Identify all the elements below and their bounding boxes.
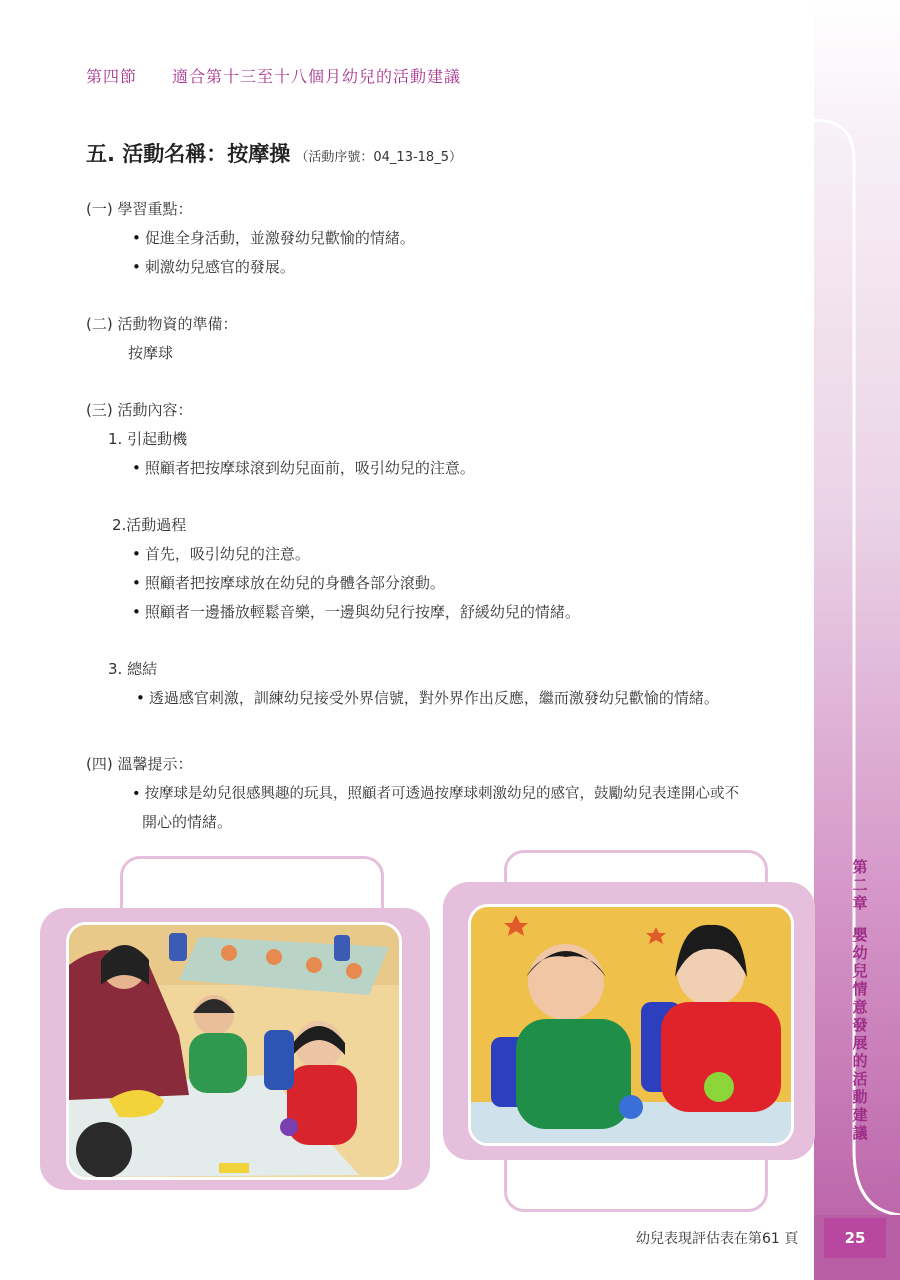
activity-title xyxy=(86,138,462,168)
focus-label: (一) 學習重點： xyxy=(86,200,193,218)
step1-title: 1. 引起動機 xyxy=(108,430,188,448)
step2-item: • 照顧者把按摩球放在幼兒的身體各部分滾動。 xyxy=(132,572,445,593)
activity-serial: （活動序號：04_13-18_5） xyxy=(295,150,462,165)
step1-item: • 照顧者把按摩球滾到幼兒面前，吸引幼兒的注意。 xyxy=(132,457,475,478)
tips-line1: • 按摩球是幼兒很感興趣的玩具，照顧者可透過按摩球刺激幼兒的感官，鼓勵幼兒表達開心或不 xyxy=(132,782,739,803)
photo-two-children xyxy=(468,904,794,1146)
step3-item: • 透過感官刺激，訓練幼兒接受外界信號，對外界作出反應，繼而激發幼兒歡愉的情緒。 xyxy=(136,687,719,708)
section-title: 適合第十三至十八個月幼兒的活動建議 xyxy=(172,67,462,86)
section-header xyxy=(86,64,461,87)
focus-item: • 促進全身活動，並激發幼兒歡愉的情緒。 xyxy=(132,227,415,248)
section-number: 第四節 xyxy=(86,67,138,86)
tips-label: (四) 溫馨提示： xyxy=(86,755,193,773)
content-label: (三) 活動內容： xyxy=(86,401,193,419)
focus-item: • 刺激幼兒感官的發展。 xyxy=(132,256,295,277)
assessment-reference: 幼兒表現評估表在第61 頁 xyxy=(636,1231,799,1247)
step3-title: 3. 總結 xyxy=(108,660,158,678)
materials-label: (二) 活動物資的準備： xyxy=(86,315,238,333)
photo-teacher-and-children xyxy=(66,922,402,1180)
tips-line2: 開心的情緒。 xyxy=(142,813,233,831)
materials-value: 按摩球 xyxy=(128,344,174,362)
step2-item: • 照顧者一邊播放輕鬆音樂，一邊與幼兒行按摩，舒緩幼兒的情緒。 xyxy=(132,601,580,622)
page-number: 25 xyxy=(824,1218,886,1258)
step2-item: • 首先，吸引幼兒的注意。 xyxy=(132,543,310,564)
chapter-title: 第 二 章 嬰 幼 兒 情 意 發 展 的 活 動 建 議 xyxy=(852,858,868,1142)
step2-title: 2.活動過程 xyxy=(112,516,187,534)
activity-heading: 五. 活動名稱：按摩操 xyxy=(86,142,291,166)
